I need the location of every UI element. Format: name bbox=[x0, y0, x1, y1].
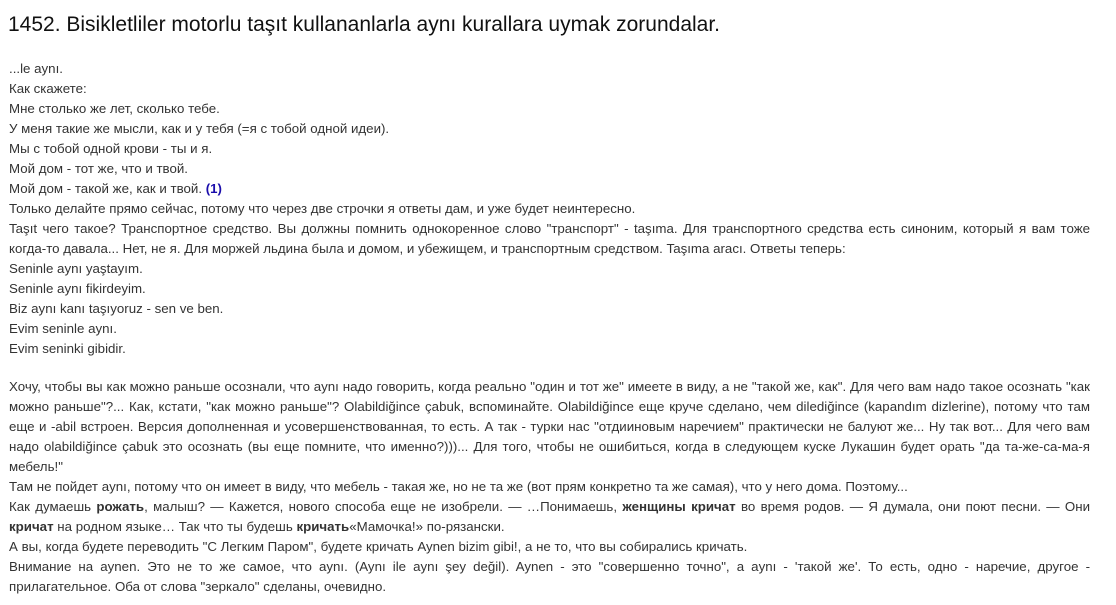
footnote-link[interactable]: (1) bbox=[205, 181, 222, 196]
paragraph-aynı-explanation: Хочу, чтобы вы как можно раньше осознали, что aynı надо говорить, когда реально "один и тот же" имеете в виду, а не "такой же, как". Для чего вам надо такое осознать "как можно раньше"?... Как, кстати, "как можно раньше"? Olabildiğince çabuk, вспоминайте. Olabildiğince еще круче сделано, чем dilediğince (kapandım dizlerine), потому что там еще и -abil встроен. Версия дополненная и усовершенствованная, то есть. А так - турки нас "отдииновым наречием" практически не балуют же... Ну так вот... Для чего вам надо olabildiğince çabuk это осознать (вы еще помните, что именно?)))... Для того, чтобы не ошибиться, когда в следующем куске Лукашин будет орать "да та-же-са-ма-я мебель!" bbox=[9, 379, 1090, 474]
text-line: ...le aynı. bbox=[9, 61, 63, 76]
text-line: У меня такие же мысли, как и у тебя (=я с тобой одной идеи). bbox=[9, 121, 390, 136]
text-line: Только делайте прямо сейчас, потому что через две строчки я ответы дам, и уже будет неинтересно. bbox=[9, 201, 636, 216]
quote-text: , малыш? — Кажется, нового способа еще не изобрели. — …Понимаешь, bbox=[144, 499, 623, 514]
quote-bold: женщины кричат bbox=[622, 499, 736, 514]
answer-line: Evim seninle aynı. bbox=[9, 321, 117, 336]
quote-bold: кричать bbox=[296, 519, 350, 534]
answer-line: Biz aynı kanı taşıyoruz - sen ve ben. bbox=[9, 301, 224, 316]
quote-text: во время родов. — Я думала, они поют песни. — Они bbox=[735, 499, 1091, 514]
paragraph-mebel: Там не пойдет aynı, потому что он имеет в виду, что мебель - такая же, но не та же (вот прям конкретно та же самая), что у него дома. Поэтому... bbox=[9, 479, 908, 494]
quote-text: Как думаешь bbox=[9, 499, 97, 514]
quote-text: «Мамочка!» по-рязански. bbox=[349, 519, 505, 534]
answer-line: Seninle aynı fikirdeyim. bbox=[9, 281, 146, 296]
page-title: 1452. Bisikletliler motorlu taşıt kullananlarla aynı kurallara uymak zorundalar. bbox=[8, 13, 721, 36]
paragraph-quote bbox=[9, 497, 1090, 537]
text-line: Мой дом - тот же, что и твой. bbox=[9, 161, 188, 176]
text-line: Как скажете: bbox=[9, 81, 87, 96]
article-body bbox=[9, 59, 1090, 597]
paragraph-taşıt: Taşıt чего такое? Транспортное средство. Вы должны помнить однокоренное слово "транспорт" - taşıma. Для транспортного средства есть синоним, который я вам тоже когда-то давала... Нет, не я. Для моржей льдина была и домом, и убежищем, и транспортным средством. Taşıma aracı. Ответы теперь: bbox=[9, 221, 1090, 256]
paragraph-aynen: Внимание на aynen. Это не то же самое, что aynı. (Aynı ile aynı şey değil). Aynen - это "совершенно точно", а aynı - 'такой же'. То есть, одно - наречие, другое - прилагательное. Оба от слова "зеркало" сделаны, очевидно. bbox=[9, 559, 1090, 594]
quote-bold: рожать bbox=[96, 499, 145, 514]
text-line: Мы с тобой одной крови - ты и я. bbox=[9, 141, 213, 156]
paragraph-s-legkim-parom: А вы, когда будете переводить "С Легким Паром", будете кричать Aynen bizim gibi!, а не то, что вы собирались кричать. bbox=[9, 539, 748, 554]
text-line: Мне столько же лет, сколько тебе. bbox=[9, 101, 220, 116]
text-line-content: Мой дом - такой же, как и твой. bbox=[9, 181, 203, 196]
answer-line: Evim seninki gibidir. bbox=[9, 341, 126, 356]
answer-line: Seninle aynı yaştayım. bbox=[9, 261, 143, 276]
quote-text: на родном языке… Так что ты будешь bbox=[53, 519, 297, 534]
quote-bold: кричат bbox=[9, 519, 54, 534]
text-line bbox=[9, 179, 1090, 199]
